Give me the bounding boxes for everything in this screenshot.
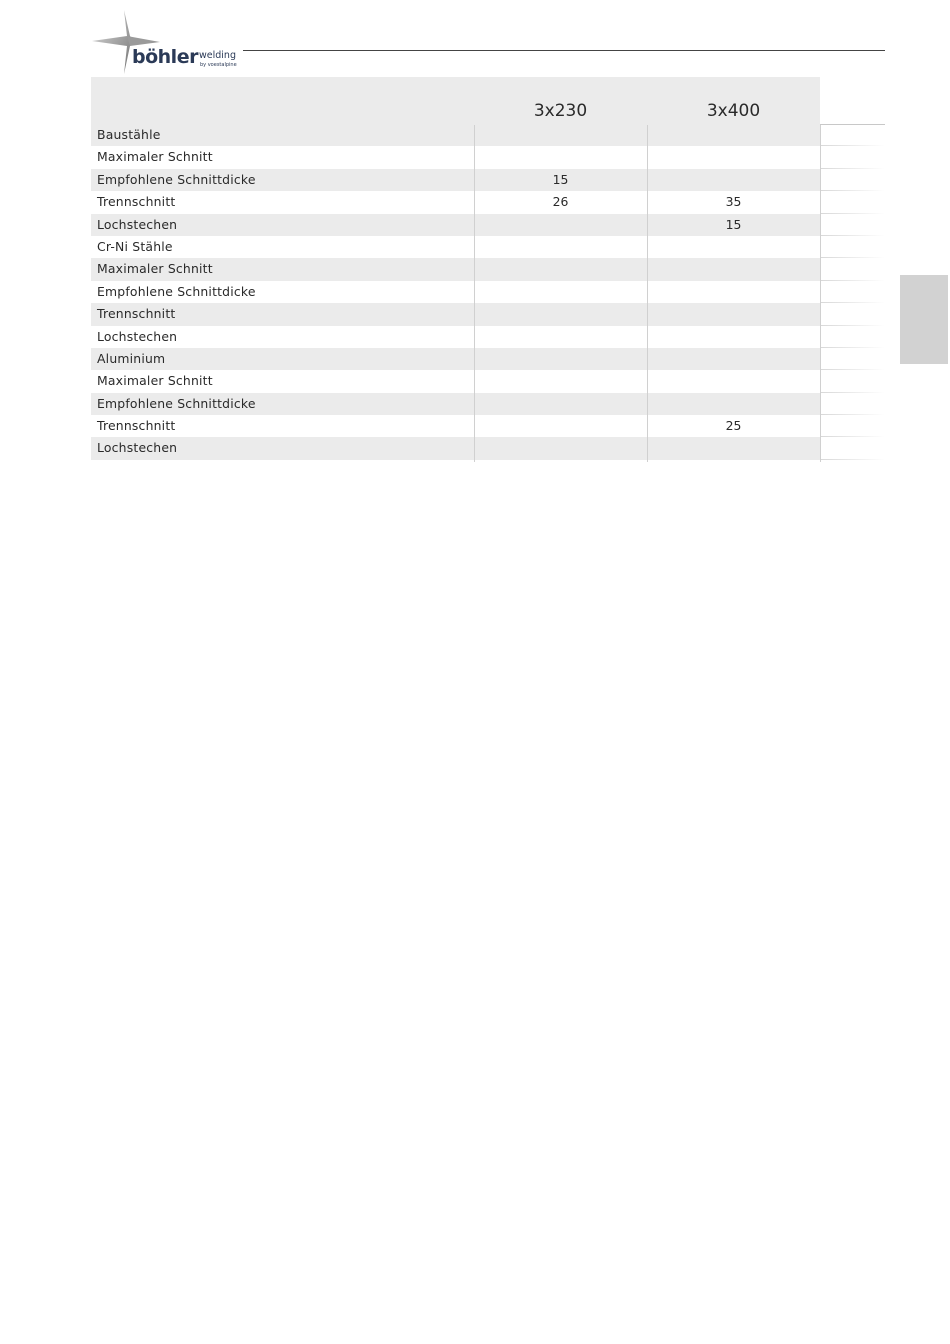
row-label: Baustähle	[97, 127, 161, 142]
table-row	[91, 214, 885, 236]
column-header-3x230: 3x230	[533, 101, 588, 121]
header-rule	[243, 50, 885, 51]
table-row	[91, 437, 885, 459]
row-label: Trennschnitt	[97, 306, 176, 322]
table-row	[91, 124, 885, 146]
table-row	[91, 191, 885, 213]
side-tab-marker	[900, 275, 948, 364]
row-label: Maximaler Schnitt	[97, 149, 213, 165]
row-label: Trennschnitt	[97, 194, 176, 210]
cell-3x230: 26	[552, 194, 569, 210]
table-row	[91, 415, 885, 437]
boehler-welding-logo	[90, 8, 250, 78]
cell-3x400: 15	[725, 216, 742, 232]
cell-3x400: 25	[725, 418, 742, 434]
cell-3x230: 15	[552, 171, 569, 187]
logo-sub2: by voestalpine	[200, 62, 237, 68]
row-label: Aluminium	[97, 350, 166, 366]
row-label: Lochstechen	[97, 216, 178, 232]
row-label: Maximaler Schnitt	[97, 373, 213, 389]
row-label: Lochstechen	[97, 328, 178, 344]
column-divider	[474, 125, 475, 462]
row-label: Trennschnitt	[97, 418, 176, 434]
table-row	[91, 326, 885, 348]
cutting-capacity-table	[91, 77, 885, 460]
table-row	[91, 146, 885, 168]
table-row	[91, 393, 885, 415]
table-row	[91, 258, 885, 280]
row-label: Empfohlene Schnittdicke	[97, 171, 256, 187]
table-row	[91, 348, 885, 370]
cell-3x400: 35	[725, 194, 742, 210]
logo-brand: böhler	[132, 46, 198, 68]
row-label: Empfohlene Schnittdicke	[97, 283, 256, 299]
logo-sub: welding	[199, 50, 236, 61]
column-divider	[647, 125, 648, 462]
table-row	[91, 370, 885, 392]
table-header	[91, 77, 885, 124]
table-row	[91, 281, 885, 303]
row-label: Cr-Ni Stähle	[97, 238, 173, 254]
row-label: Maximaler Schnitt	[97, 261, 213, 277]
table-row	[91, 169, 885, 191]
table-row	[91, 236, 885, 258]
row-label: Empfohlene Schnittdicke	[97, 395, 256, 411]
table-row	[91, 303, 885, 325]
column-header-3x400: 3x400	[706, 101, 761, 121]
row-label: Lochstechen	[97, 440, 178, 456]
column-divider	[820, 125, 821, 462]
